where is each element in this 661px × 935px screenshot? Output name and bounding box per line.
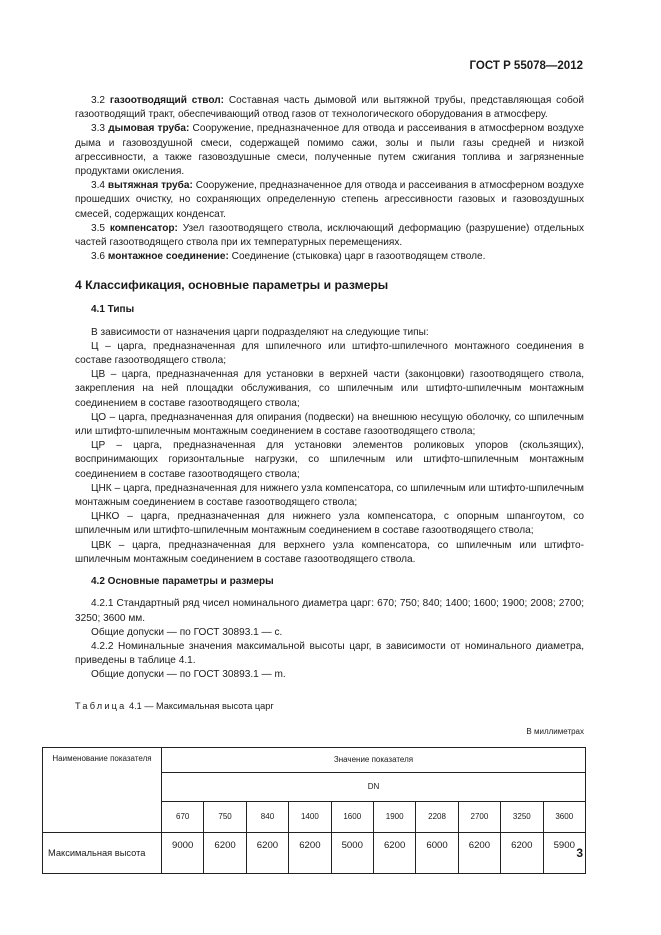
table-cell: 6200	[501, 832, 543, 873]
section-4-1-title: 4.1 Типы	[91, 304, 135, 316]
section-4-title: 4 Классификация, основные параметры и размеры	[75, 278, 389, 293]
table-cell: 9000	[162, 832, 204, 873]
definition-3-4	[75, 179, 584, 222]
definition-text: Сооружение, предназначенное для отвода и рассеивания в атмосферном воздухе прошедших очистку, но сохраняющих определенную степень агрессивности газовых и газовоздушных смесей, содержащих конденсат.	[75, 180, 585, 220]
definition-3-5	[75, 222, 584, 250]
dn-cell: 1900	[373, 801, 415, 832]
table-caption-text: 4.1 — Максимальная высота царг	[126, 700, 274, 711]
definition-number: 3.3	[91, 123, 106, 135]
definition-term: газоотводящий ствол:	[109, 95, 225, 106]
dn-cell: 750	[204, 801, 246, 832]
dn-cell: 1400	[289, 801, 331, 832]
table-caption	[75, 699, 584, 713]
dn-cell: 2208	[416, 801, 458, 832]
table-caption-prefix: Таблица	[75, 700, 127, 711]
definition-number: 3.2	[91, 95, 106, 106]
page-number: 3	[576, 846, 583, 860]
document-code: ГОСТ Р 55078—2012	[469, 60, 583, 72]
dn-cell: 2700	[458, 801, 500, 832]
tolerance-note-1: Общие допуски — по ГОСТ 30893.1 — с.	[91, 626, 283, 638]
definition-text: Узел газоотводящего ствола, исключающий деформацию (разрушение) отдельных частей газоотводящего ствола при их температурных перемещениях.	[75, 222, 584, 249]
table-cell: 6200	[246, 832, 288, 873]
table-cell: 5000	[331, 832, 373, 873]
paragraph-4-2-1: 4.2.1 Стандартный ряд чисел номинального диаметра царг: 670; 750; 840; 1400; 1600; 1900; 2008; 2700; 3250; 3600 мм.	[75, 598, 584, 624]
definition-3-6	[75, 250, 584, 264]
type-item: ЦНК – царга, предназначенная для нижнего узла компенсатора, со шпилечным или штифто-шпилечным монтажным соединением в составе газоотводящего ствола;	[75, 482, 584, 509]
table-units: В миллиметрах	[526, 726, 584, 736]
definition-number: 3.6	[91, 251, 106, 263]
row-label: Максимальная высота	[43, 832, 162, 873]
type-item: ЦНКО – царга, предназначенная для нижнего узла компенсатора, с опорным шпангоутом, со шпилечным или штифто-шпилечным монтажным соединением в составе газоотводящего ствола;	[75, 511, 584, 537]
definition-term: монтажное соединение:	[107, 251, 229, 263]
table-cell: 5900	[543, 832, 585, 873]
definition-term: компенсатор:	[109, 222, 178, 234]
dn-cell: 3250	[501, 801, 543, 832]
definition-term: дымовая труба:	[108, 123, 190, 135]
value-header: Значение показателя	[162, 747, 586, 772]
table-row	[43, 832, 586, 873]
tolerance-note-2: Общие допуски — по ГОСТ 30893.1 — m.	[91, 669, 286, 681]
definition-3-3	[75, 122, 584, 179]
table-cell: 6200	[458, 832, 500, 873]
document-body	[48, 94, 585, 874]
definition-term: вытяжная труба:	[107, 180, 193, 192]
definitions-list	[75, 94, 584, 264]
dn-cell: 3600	[543, 801, 585, 832]
dn-header: DN	[162, 772, 586, 801]
definition-3-2	[75, 94, 584, 122]
type-item: Ц – царга, предназначенная для шпилечного или штифто-шпилечного монтажного соединения в составе газоотводящего ствола;	[75, 340, 584, 367]
table-cell: 6200	[204, 832, 246, 873]
type-item: ЦР – царга, предназначенная для установки элементов роликовых упоров (скользящих), воспринимающих горизонтальные нагрузки, со шпилечным или штифто-шпилечным монтажным соединением в составе газоотводящего ствола;	[75, 440, 584, 480]
max-height-table	[42, 747, 586, 874]
definition-number: 3.4	[91, 180, 106, 192]
definition-number: 3.5	[91, 222, 106, 234]
dn-cell: 1600	[331, 801, 373, 832]
paragraph-4-2-2: 4.2.2 Номинальные значения максимальной высоты царг, в зависимости от номинального диаметра, приведены в таблице 4.1.	[75, 640, 584, 667]
table-cell: 6200	[289, 832, 331, 873]
definition-text: Соединение (стыковка) царг в газоотводящем стволе.	[228, 251, 486, 263]
table-cell: 6200	[373, 832, 415, 873]
types-list	[75, 340, 584, 567]
dn-cell: 670	[162, 801, 204, 832]
type-item: ЦВК – царга, предназначенная для верхнего узла компенсатора, со шпилечным или штифто-шпилечным монтажным соединением в составе газоотводящего ствола.	[75, 539, 584, 565]
section-4-2-title: 4.2 Основные параметры и размеры	[91, 576, 274, 588]
definition-text: Сооружение, предназначенное для отвода и рассеивания в атмосферном воздухе дыма и газовоздушной смеси, содержащей помимо сажи, золы и пыли газы средней и низкой агрессивности, а также газовоздушные смеси, полученные путем сжигания топлива и загрязненные продуктами окисления.	[75, 123, 584, 178]
type-item: ЦВ – царга, предназначенная для установки в верхней части (законцовки) газоотводящего ствола, закрепления на ней площадки обслуживания, со шпилечным или штифто-шпилечным монтажным соединением в составе газоотводящего ствола;	[75, 369, 584, 409]
table-cell: 6000	[416, 832, 458, 873]
dn-cell: 840	[246, 801, 288, 832]
definition-text: Составная часть дымовой или вытяжной трубы, представляющая собой газоотводящий тракт, обеспечивающий отвод газов от технологического оборудования в атмосферу.	[75, 95, 584, 121]
column-name-header: Наименование показателя	[43, 747, 162, 832]
types-intro: В зависимости от назначения царги подразделяют на следующие типы:	[91, 326, 429, 338]
type-item: ЦО – царга, предназначенная для опирания (подвески) на внешнюю несущую оболочку, со шпилечным или штифто-шпилечным монтажным соединением в составе газоотводящего ствола;	[75, 411, 584, 438]
